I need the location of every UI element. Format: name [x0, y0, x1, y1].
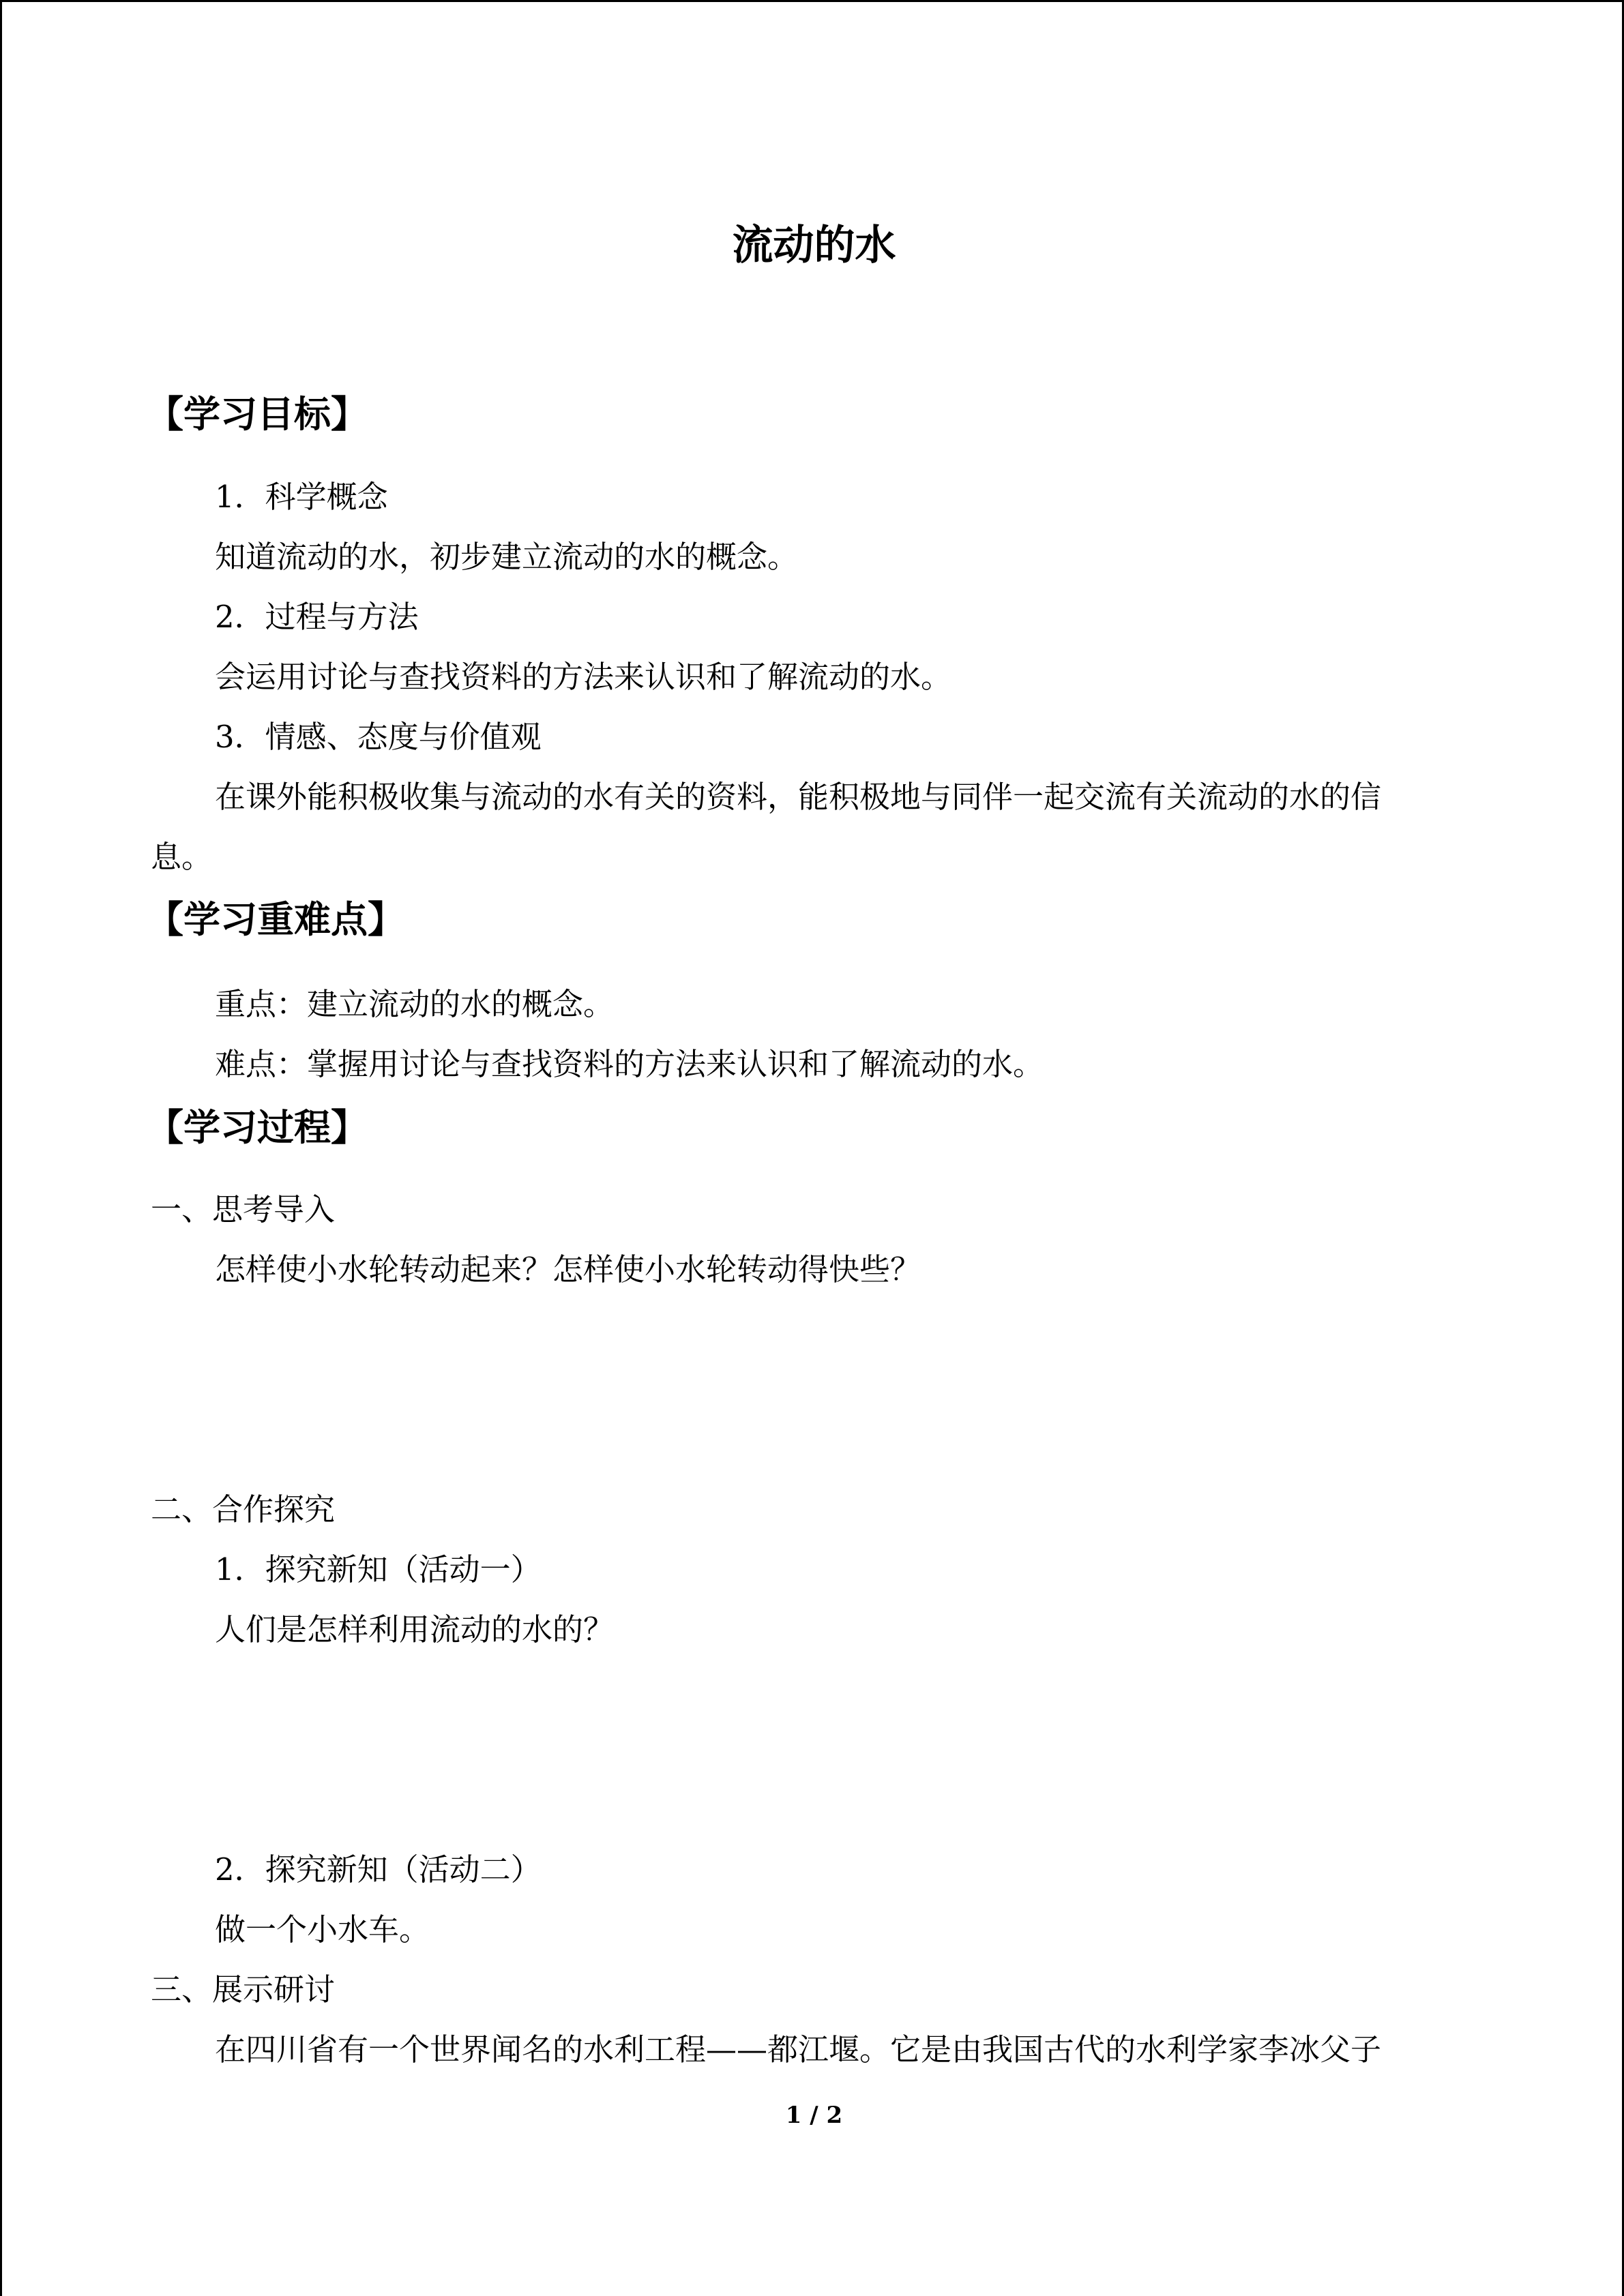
page-title: 流动的水 — [732, 222, 896, 269]
goal-3-text-line2: 息。 — [151, 839, 213, 875]
goal-2-heading: 2．过程与方法 — [215, 599, 419, 635]
process-part2-item1-text: 人们是怎样利用流动的水的？ — [215, 1611, 615, 1648]
section-heading-goals: 【学习目标】 — [147, 392, 368, 436]
process-part2-item1-heading: 1．探究新知（活动一） — [215, 1551, 542, 1587]
process-part2-heading: 二、合作探究 — [151, 1491, 336, 1527]
process-part1-text: 怎样使小水轮转动起来？怎样使小水轮转动得快些？ — [215, 1251, 921, 1287]
process-part3-text: 在四川省有一个世界闻名的水利工程——都江堰。它是由我国古代的水利学家李冰父子 — [215, 2031, 1382, 2068]
goal-1-text: 知道流动的水，初步建立流动的水的概念。 — [215, 539, 799, 575]
goal-3-heading: 3．情感、态度与价值观 — [215, 719, 542, 755]
goal-2-text: 会运用讨论与查找资料的方法来认识和了解流动的水。 — [215, 659, 952, 695]
goal-1-heading: 1．科学概念 — [215, 479, 388, 515]
section-heading-process: 【学习过程】 — [147, 1105, 368, 1149]
process-part1-heading: 一、思考导入 — [151, 1191, 336, 1227]
section-heading-key-points: 【学习重难点】 — [147, 897, 404, 941]
page-number: 1 / 2 — [785, 2102, 843, 2129]
goal-3-text-line1: 在课外能积极收集与流动的水有关的资料，能积极地与同伴一起交流有关流动的水的信 — [215, 779, 1382, 815]
key-difficulty: 难点：掌握用讨论与查找资料的方法来认识和了解流动的水。 — [215, 1046, 1044, 1082]
process-part2-item2-heading: 2．探究新知（活动二） — [215, 1851, 542, 1888]
process-part3-heading: 三、展示研讨 — [151, 1971, 336, 2008]
key-focus: 重点：建立流动的水的概念。 — [215, 986, 615, 1022]
process-part2-item2-text: 做一个小水车。 — [215, 1911, 430, 1948]
